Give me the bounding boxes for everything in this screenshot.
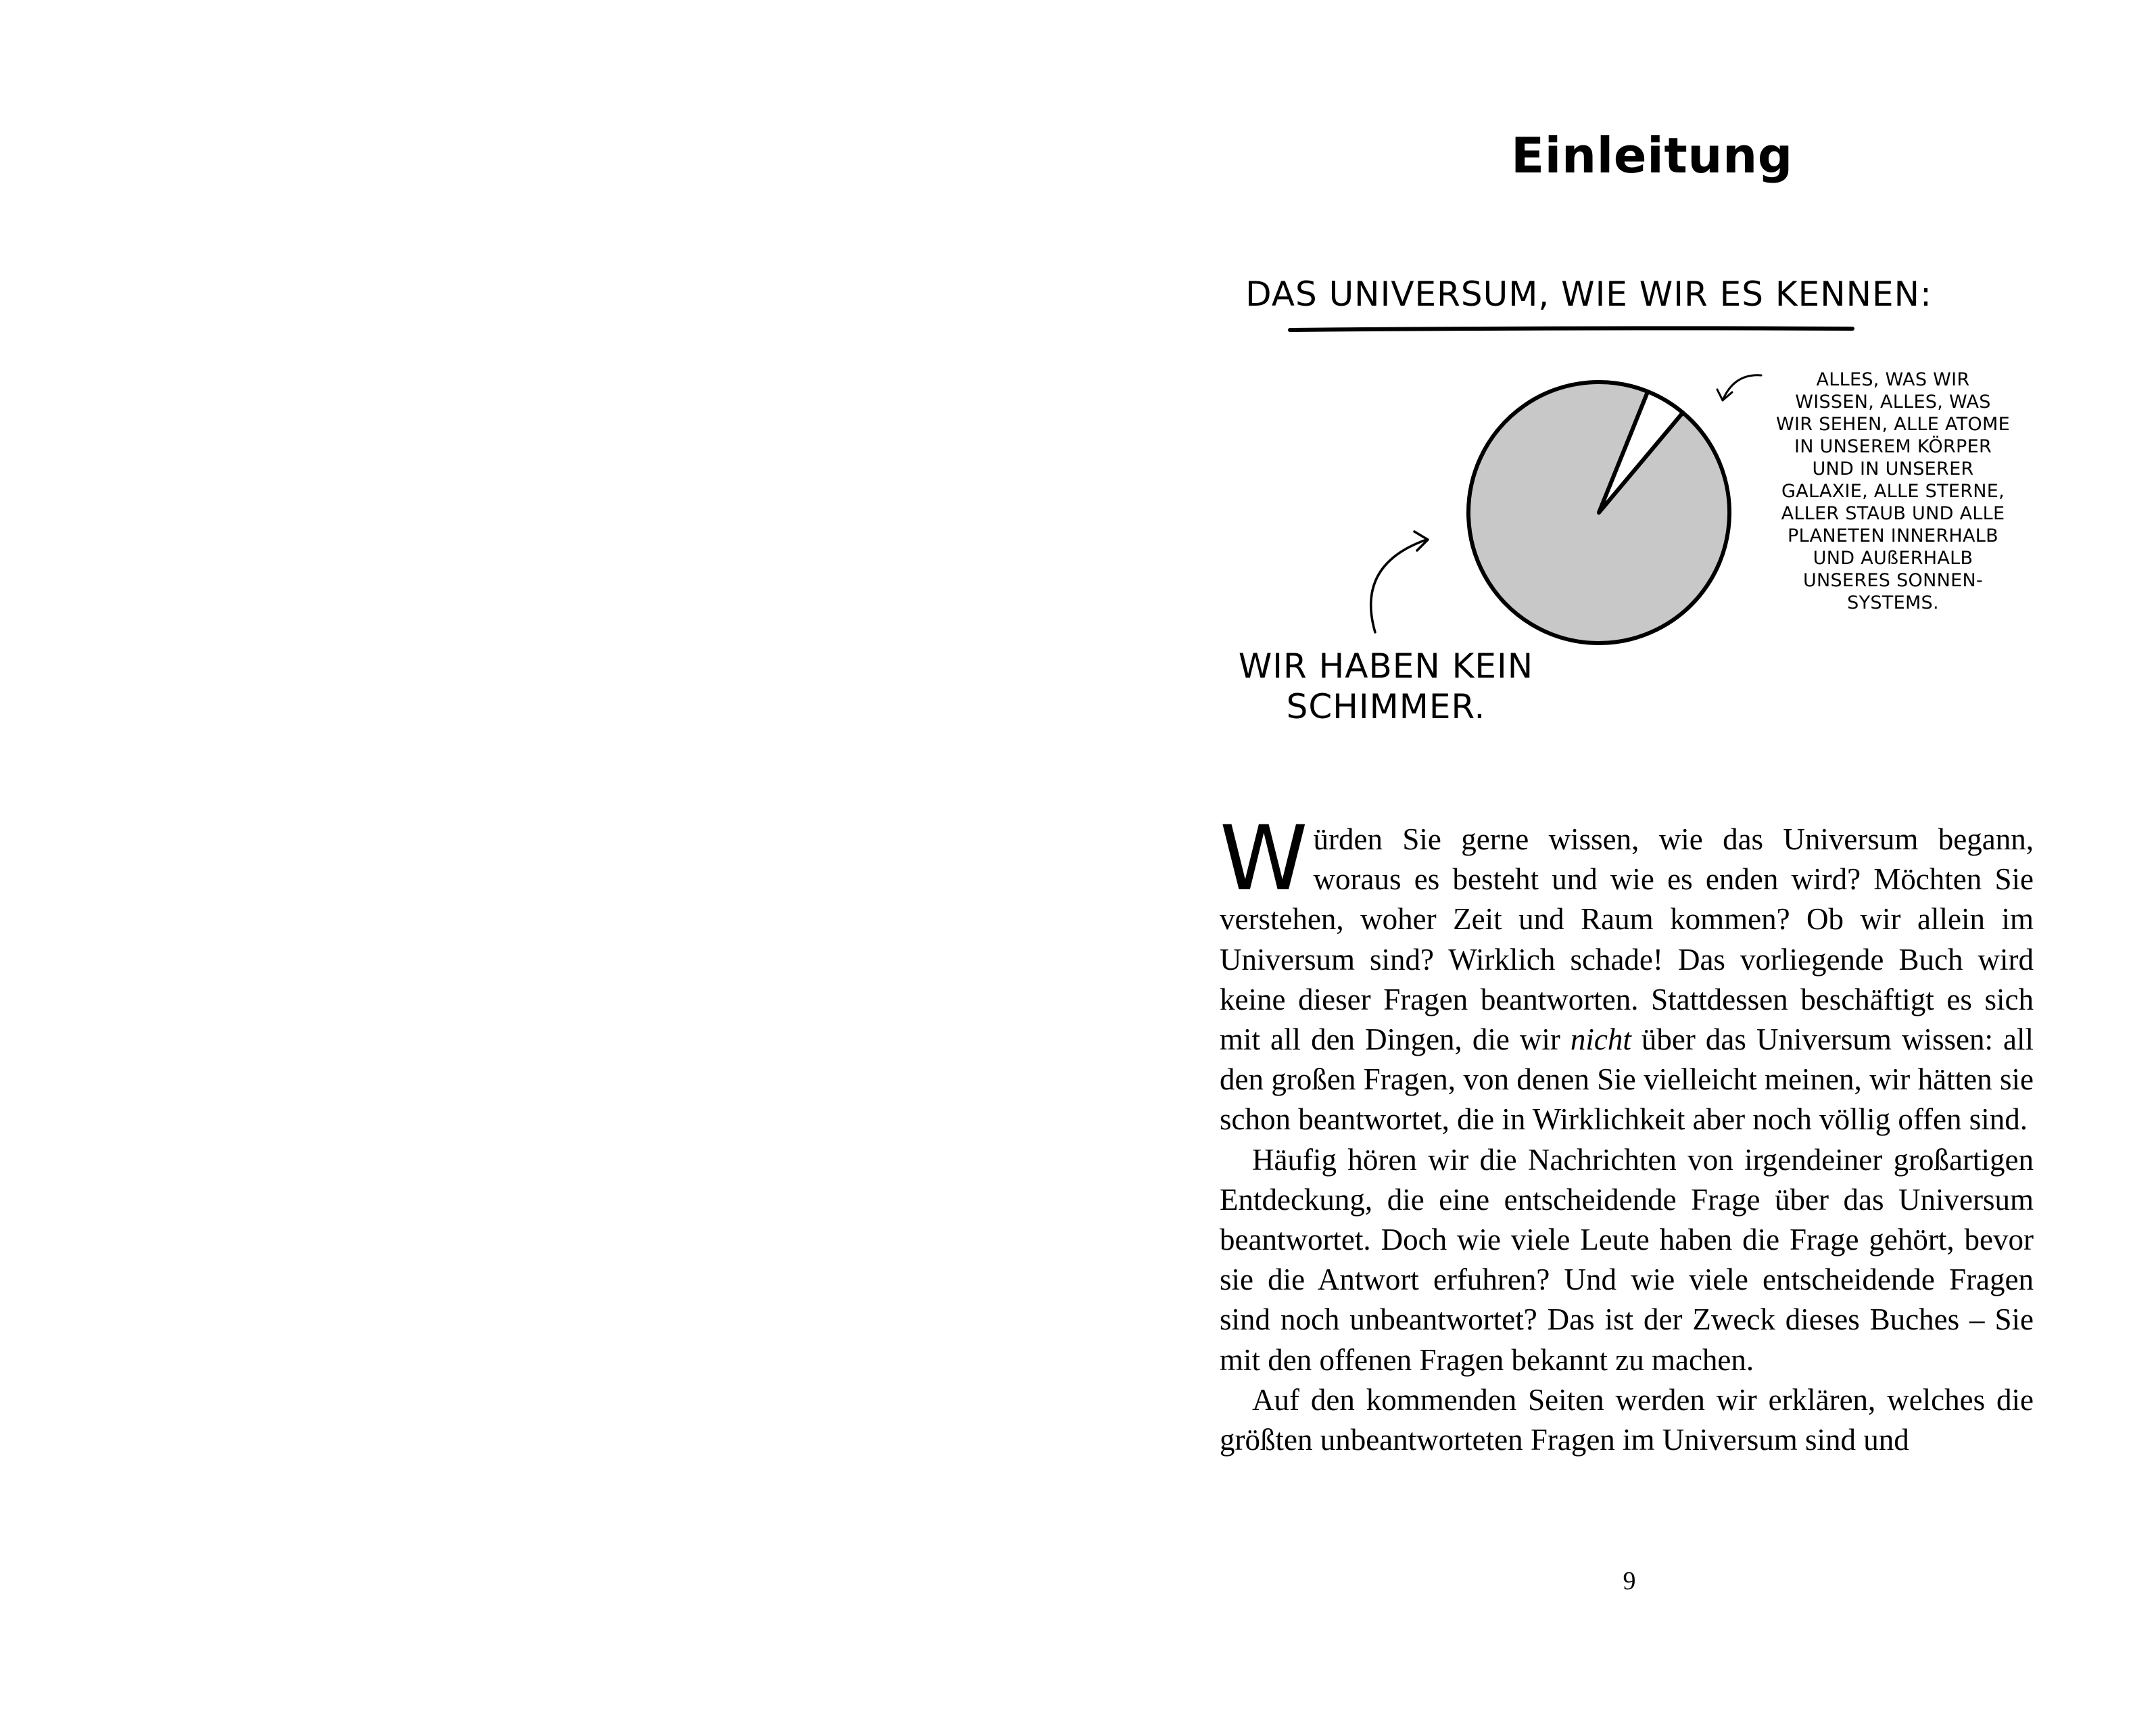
unknown-arrow <box>1371 540 1427 632</box>
chapter-title: Einleitung <box>1511 127 1793 184</box>
known-label: ALLES, WAS WIR WISSEN, ALLES, WAS WIR SEHEN, ALLE ATOME IN UNSEREM KÖRPER UND IN UNSERER GALAXIE, ALLE STERNE, ALLER STAUB UND ALLE PLANETEN INNERHALB UND AUßERHALB UNSERES SONNEN- SYSTEMS. <box>1776 369 2010 613</box>
drop-cap: W <box>1220 807 1308 911</box>
paragraph-2: Häufig hören wir die Nachrichten von irgendeiner großartigen Entdeckung, die eine entscheidende Frage über das Universum beantwortet. Doch wie viele Leute haben die Frage gehört, bevor sie die Antwort erfuhren? Und wie viele entscheidende Fragen sind noch unbeantwortet? Das ist der Zweck dieses Buches – Sie mit den offenen Fragen bekannt zu machen. <box>1220 1142 2034 1377</box>
heading-underline <box>1290 328 1852 330</box>
emphasis-nicht: nicht <box>1570 1022 1631 1057</box>
unknown-label: WIR HABEN KEIN SCHIMMER. <box>1238 646 1534 726</box>
cartoon-heading: DAS UNIVERSUM, WIE WIR ES KENNEN: <box>1245 275 1932 314</box>
paragraph-1-part-a: ürden Sie gerne wissen, wie das Universum begann, woraus es besteht und wie es enden wird? Möchten Sie verstehen, woher Zeit und Raum kommen? Ob wir allein im Universum sind? Wirklich schade! Das vorliegende Buch wird keine dieser Fragen beantworten. Stattdessen beschäftigt es sich mit all den Dingen, die wir <box>1220 822 2034 1057</box>
paragraph-1 <box>1220 807 2034 1140</box>
body-text <box>1220 807 2034 1460</box>
universe-cartoon <box>1217 257 2055 771</box>
paragraph-1-part-b: über das Universum wissen: all den großen Fragen, von denen Sie vielleicht meinen, wir hätten sie schon beantwortet, die in Wirklichkeit aber noch völlig offen sind. <box>1220 1022 2034 1137</box>
paragraph-3: Auf den kommenden Seiten werden wir erklären, welches die größten unbeantworteten Fragen im Universum sind und <box>1220 1382 2034 1457</box>
page-number: 9 <box>1623 1567 1636 1595</box>
